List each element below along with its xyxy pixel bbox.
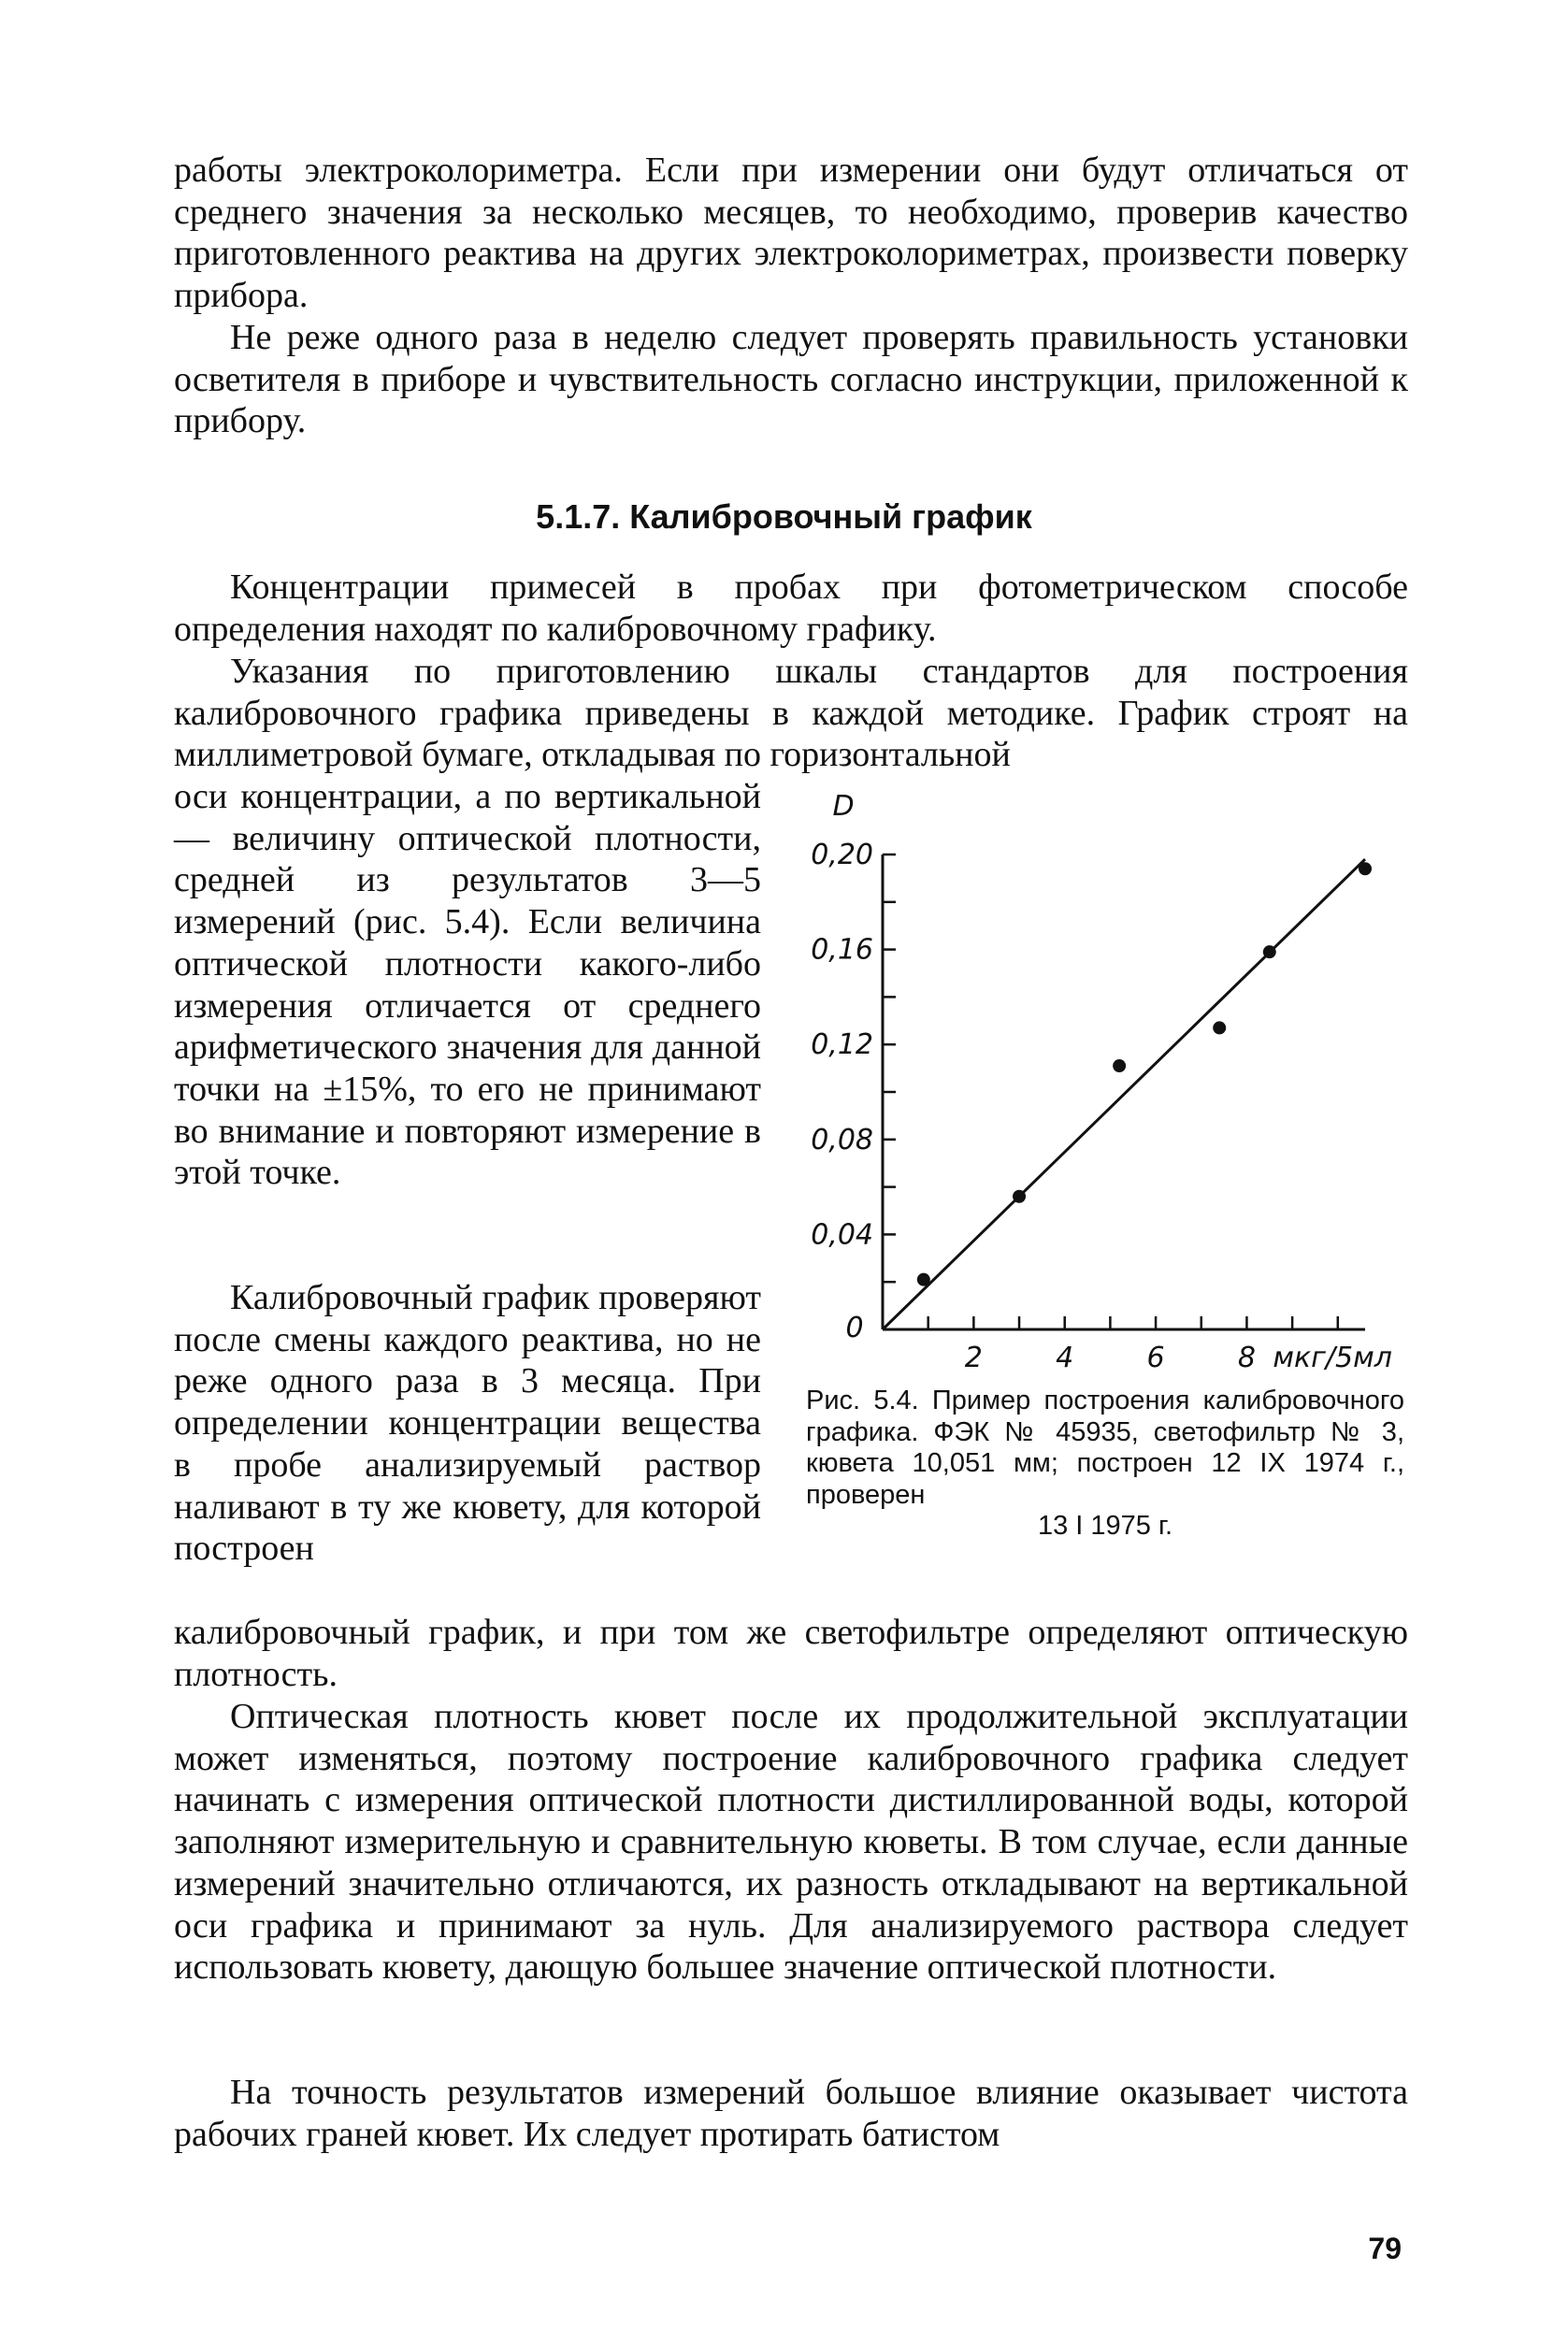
paragraph-7: На точность результатов измерений большое влияние оказывает чистота рабочих граней кювет. Их следует протирать батистом <box>174 2073 1408 2154</box>
x-tick-label: 4 <box>1056 1342 1074 1374</box>
x-tick-label: 2 <box>964 1342 983 1374</box>
figure-caption <box>806 1386 1404 1543</box>
x-unit-label: мкг/5мл <box>1273 1342 1392 1374</box>
paragraph-6: Оптическая плотность кювет после их продолжительной эксплуатации может изменяться, поэтому построение калибровочного графика следует начинать с измерения оптической плотности дистиллированной воды, которой заполняют измерительную и сравнительную кюветы. В том случае, если данные измерений значительно отличаются, их разность откладывают на вертикальной оси графика и принимают за нуль. Для анализируемого раствора следует использовать кювету, дающую большее значение оптической плотности. <box>174 1697 1408 1988</box>
calibration-chart <box>785 785 1421 1384</box>
paragraph-5-split: Калибровочный график проверяют после смены каждого реактива, но не реже одного раза в 3 месяца. При определении концентрации вещества в пробе анализируемый раствор наливают в ту же кювету, для которой построен <box>174 1278 761 1569</box>
page-number: 79 <box>1368 2232 1402 2265</box>
chart-fit-line <box>883 859 1365 1329</box>
x-tick-label: 6 <box>1146 1342 1165 1374</box>
chart-point <box>917 1273 930 1286</box>
paragraph-3: Концентрации примесей в пробах при фотометрическом способе определения находят по калибровочному графику. <box>174 567 1408 649</box>
section-heading: 5.1.7. Калибровочный график <box>536 497 1032 536</box>
paragraph-2: Не реже одного раза в неделю следует проверять правильность установки осветителя в приборе и чувствительность согласно инструкции, приложенной к прибору. <box>174 318 1408 441</box>
chart-point <box>1359 862 1372 875</box>
chart-point <box>1013 1190 1026 1203</box>
origin-label: 0 <box>845 1312 864 1344</box>
chart-ticks <box>811 790 1392 1374</box>
paragraph-5-full-width: калибровочный график, и при том же светофильтре определяют оптическую плотность. <box>174 1613 1408 1694</box>
figure-caption-last-line: 13 I 1975 г. <box>1037 1511 1173 1541</box>
y-tick-label: 0,04 <box>811 1218 873 1252</box>
paragraph-1: работы электроколориметра. Если при измерении они будут отличаться от среднего значения за несколько месяцев, то необходимо, проверив качество приготовленного реактива на других электроколориметрах, произвести поверку прибора. <box>174 151 1408 316</box>
chart-fit-line-group <box>883 859 1365 1329</box>
chart-point <box>1213 1021 1226 1034</box>
paragraph-4-split: оси концентрации, а по вертикальной — величину оптической плотности, средней из результатов 3—5 измерений (рис. 5.4). Если величина оптической плотности какого-либо измерения отличается от среднего арифметического значения для данной точки на ±15%, то его не принимают во внимание и повторяют измерение в этой точке. <box>174 777 761 1193</box>
paragraph-4-full-width: Указания по приготовлению шкалы стандартов для построения калибровочного графика приведены в каждой методике. График строят на миллиметровой бумаге, откладывая по горизонтальной <box>174 652 1408 775</box>
figure-caption-text: Рис. 5.4. Пример построения калибровочного графика. ФЭК № 45935, светофильтр № 3, кювета 10,051 мм; построен 12 IX 1974 г., проверен <box>806 1386 1404 1510</box>
chart-point <box>1113 1059 1126 1072</box>
y-tick-label: 0,20 <box>811 839 873 871</box>
chart-point <box>1263 945 1276 958</box>
y-axis-label: D <box>832 790 855 823</box>
y-tick-label: 0,08 <box>811 1123 873 1156</box>
y-tick-label: 0,12 <box>811 1028 873 1062</box>
x-tick-label: 8 <box>1237 1342 1256 1374</box>
y-tick-label: 0,16 <box>811 933 873 967</box>
